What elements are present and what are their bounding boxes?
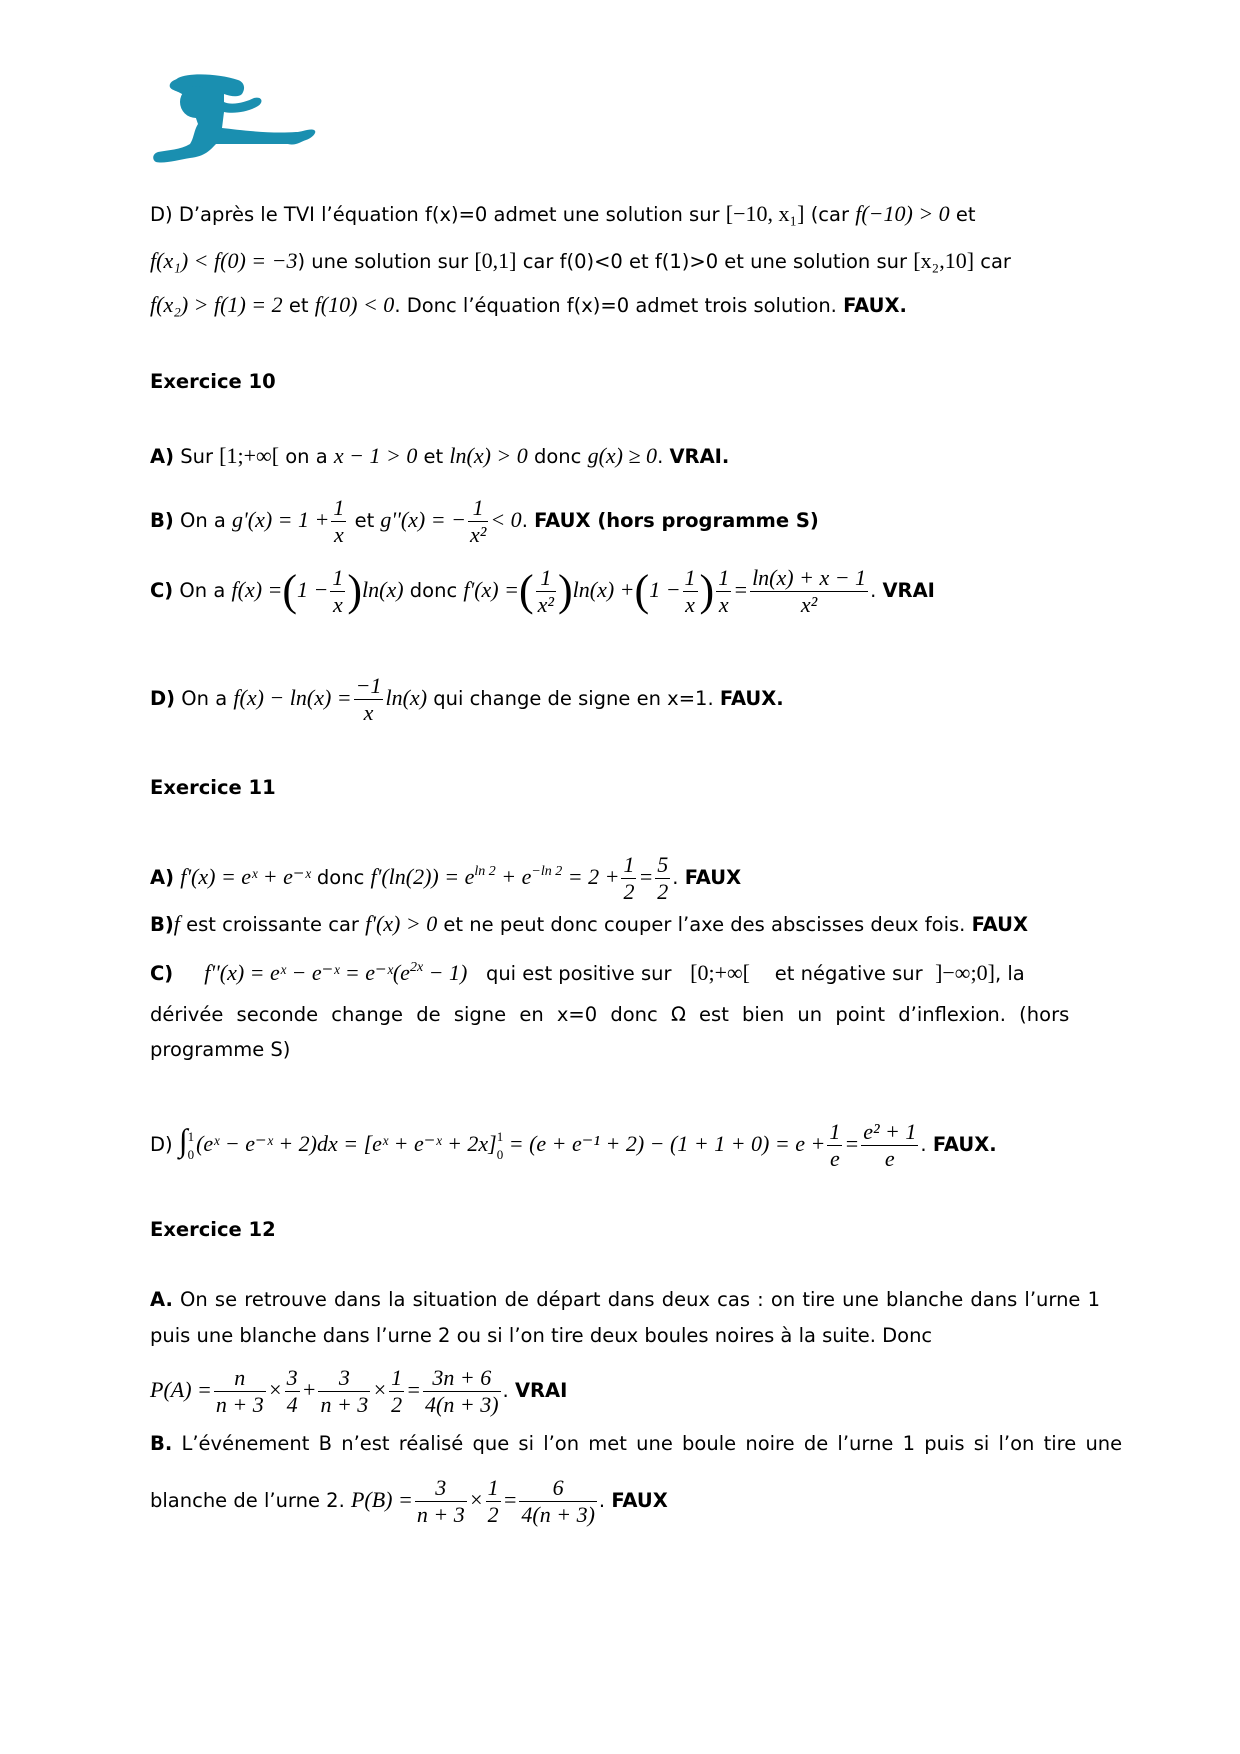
ex11-item-a: A) f'(x) = eˣ + e⁻ˣ donc $f'(\ln(2)) = e^{ln 2} + e^{-ln 2} = 2$ + $\frac{1}{2}$ = $\frac{5}{2}$ . FAUX (150, 852, 742, 904)
tvi-line-3: f(x₂) > f(1) = 2 et f(10) < 0. Donc l’équation f(x)=0 admet trois solution. FAUX. (150, 292, 907, 317)
tvi-line-2: f(x₁) < f(0) = −3) une solution sur [0,1] car f(0)<0 et f(1)>0 et une solution sur [x₂,10] car (150, 248, 1011, 273)
tvi-line-1: D) D’après le TVI l’équation f(x)=0 admet une solution sur [−10, x₁] (car f(−10) > 0 et (150, 201, 976, 226)
ex10-item-d: D) On a f(x) − ln(x) = $\frac{-1}{x}$ ln(x) qui change de signe en x=1. FAUX. (150, 673, 784, 725)
ex11-item-c-line-2: dérivée seconde change de signe en x=0 donc Ω est bien un point d’inflexion. (hors (150, 1003, 1070, 1026)
ex12-item-a-text: A. On se retrouve dans la situation de départ dans deux cas : on tire une blanche dans l’urne 1 puis une blanche dans l’urne 2 ou si l’on tire deux boules noires à la suite. Donc (150, 1288, 1100, 1347)
ex10-item-b: B) On a g'(x) = 1 + $\frac{1}{x}$ et g''(x) = − $\frac{1}{\text{x²}}$ < 0. FAUX (hors programme S) (150, 495, 819, 547)
verdict: FAUX. (843, 294, 907, 317)
exercise-10-title: Exercice 10 (150, 370, 276, 393)
ex11-item-d: D) ∫ 1 0 (eˣ − e⁻ˣ + 2)dx = [eˣ + e⁻ˣ + 2x] 1 0 = (e + e⁻¹ + 2) − (1 + 1 + 0) = e + $\frac{1}{e}$ = $\frac{\text{e² + 1}}{e}$ . FAUX. (150, 1119, 997, 1171)
ex10-item-c: C) On a f(x) =(1 − $\frac{1}{x}$ )ln(x) donc f'(x) =( $\frac{1}{\text{x²}}$ )ln(x) +(1 − $\frac{1}{x}$ ) $\frac{1}{x}$ = $\frac{\ln(x) + x - 1}{\text{x²}}$ . VRAI (150, 565, 935, 617)
exercise-11-title: Exercice 11 (150, 776, 276, 799)
ex11-item-c-line-3: programme S) (150, 1038, 291, 1061)
ex12-item-a-formula: P(A) = $\frac{n}{n + 3}$ × $\frac{3}{4}$ + $\frac{3}{n + 3}$ × $\frac{1}{2}$ = $\frac{3n + 6}{4(n + 3)}$ . VRAI (150, 1365, 568, 1417)
ex12-item-b-formula: blanche de l’urne 2. P(B) = $\frac{3}{n + 3}$ × $\frac{1}{2}$ = $\frac{6}{4(n + 3)}$ . FAUX (150, 1475, 668, 1527)
ex12-item-b-text: B. L’événement B n’est réalisé que si l’on met une boule noire de l’urne 1 puis si l’on tire une (150, 1432, 1123, 1455)
exercise-12-title: Exercice 12 (150, 1218, 276, 1241)
ex10-item-a: A) Sur [1;+∞[ on a x − 1 > 0 et ln(x) > 0 donc g(x) ≥ 0. VRAI. (150, 443, 730, 468)
ex11-item-c: C) f''(x) = eˣ − e⁻ˣ = $e^-ˣ(e^{2x} - 1)$ qui est positive sur [0;+∞[ et négative sur ]−∞;0], la (150, 960, 1025, 985)
hurdler-figure-icon (150, 72, 320, 172)
ex11-item-b: B)f est croissante car f'(x) > 0 et ne peut donc couper l’axe des abscisses deux fois. FAUX (150, 911, 1029, 936)
